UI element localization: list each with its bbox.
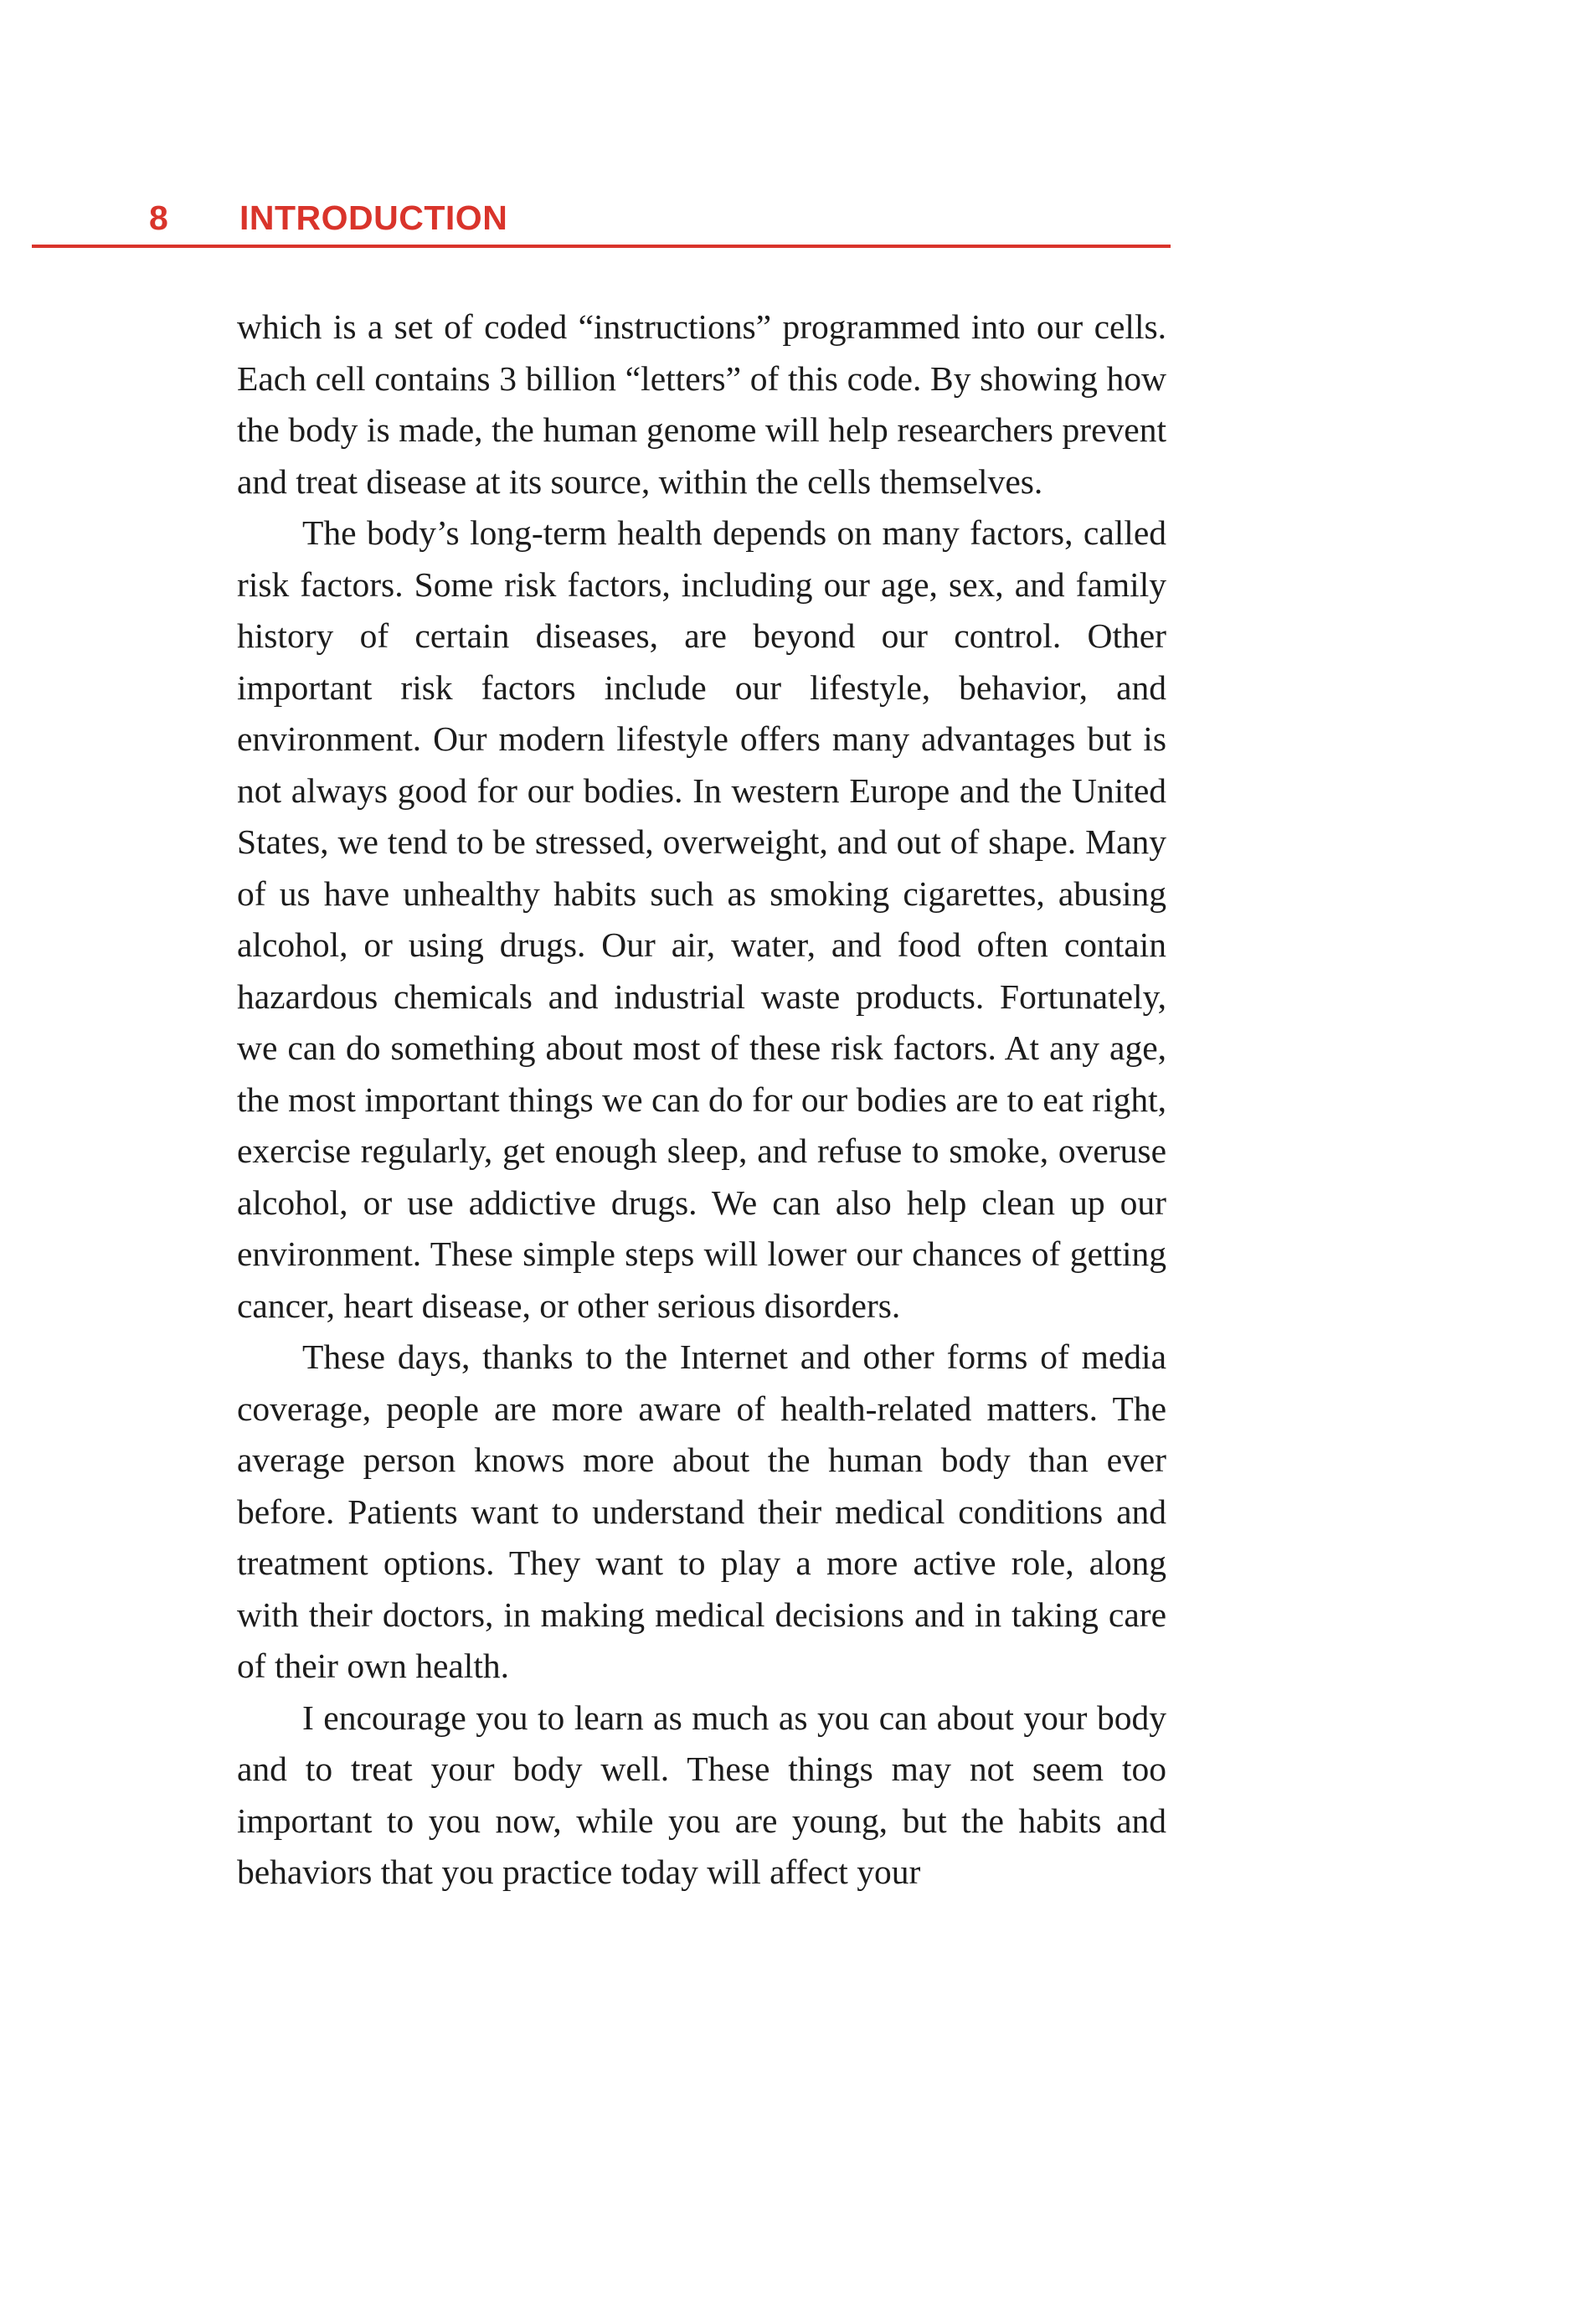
paragraph-3: These days, thanks to the Internet and other forms of media coverage, people are more aware of health-related matters. The average person knows more about the human body than ever before. Patients want to understand their medical conditions and treatment options. They want to play a more active role, along with their doctors, in making medical decisions and in taking care of their own health.	[237, 1337, 1166, 1685]
running-head: INTRODUCTION	[239, 198, 508, 237]
paragraph-1: which is a set of coded “instructions” programmed into our cells. Each cell contains 3 billion “letters” of this code. By showing how the body is made, the human genome will help researchers prevent and treat disease at its source, within the cells themselves.	[237, 307, 1166, 501]
body-text	[237, 301, 1166, 1899]
page-header	[32, 191, 1171, 248]
paragraph-4: I encourage you to learn as much as you can about your body and to treat your body well. These things may not seem too important to you now, while you are young, but the habits and behaviors that you practice today will affect your	[237, 1698, 1166, 1891]
paragraph-2: The body’s long-term health depends on many factors, called risk factors. Some risk factors, including our age, sex, and family history of certain diseases, are beyond our control. Other important risk factors include our lifestyle, behavior, and environment. Our modern lifestyle offers many advantages but is not always good for our bodies. In western Europe and the United States, we tend to be stressed, overweight, and out of shape. Many of us have unhealthy habits such as smoking cigarettes, abusing alcohol, or using drugs. Our air, water, and food often contain hazardous chemicals and industrial waste products. Fortunately, we can do something about most of these risk factors. At any age, the most important things we can do for our bodies are to eat right, exercise regularly, get enough sleep, and refuse to smoke, overuse alcohol, or use addictive drugs. We can also help clean up our environment. These simple steps will lower our chances of getting cancer, heart disease, or other serious disorders.	[237, 513, 1166, 1325]
page-number: 8	[149, 198, 168, 237]
